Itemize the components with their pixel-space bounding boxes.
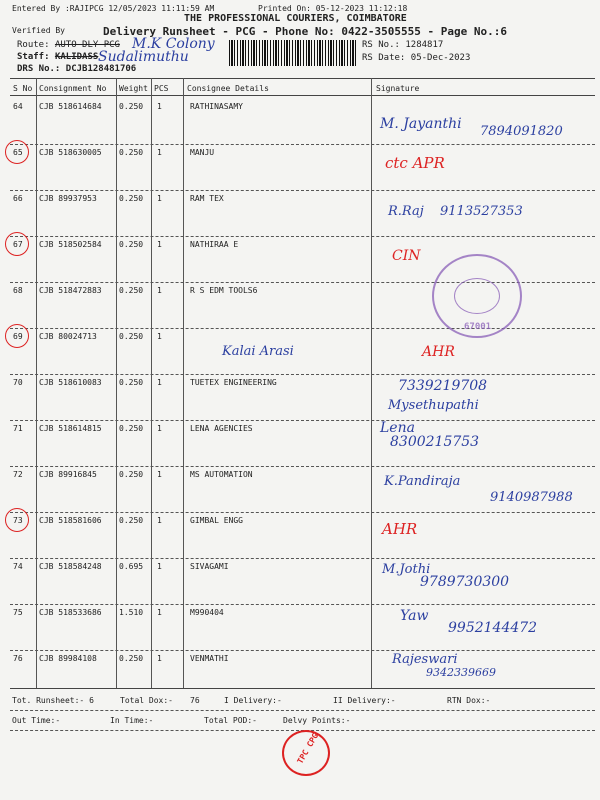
row-sno: 74 (13, 562, 23, 571)
row-signature: Kalai Arasi (222, 344, 294, 359)
row-sno: 65 (13, 148, 23, 157)
row-consignee: RAM TEX (190, 194, 224, 203)
company-name: THE PROFESSIONAL COURIERS, COIMBATORE (184, 13, 407, 24)
footer-rule (10, 710, 595, 711)
row-signature: Mysethupathi (388, 398, 479, 413)
row-signature-phone: 8300215753 (390, 434, 480, 450)
row-consignment: CJB 518610083 (39, 378, 102, 387)
row-pcs: 1 (157, 562, 162, 571)
row-consignee: MANJU (190, 148, 215, 157)
entered-by-line: Entered By :RAJIPCG 12/05/2023 11:11:59 AM (12, 4, 215, 13)
delvy-points: Delvy Points:- (283, 716, 351, 725)
row-signature-mark: AHR (422, 344, 455, 360)
table-row (0, 98, 600, 144)
table-top-rule (10, 78, 595, 79)
row-consignee: VENMATHI (190, 654, 229, 663)
row-signature: K.Pandiraja (384, 474, 461, 489)
table-row (0, 650, 600, 696)
row-pcs: 1 (157, 240, 162, 249)
row-signature: Lena (380, 420, 415, 436)
col-weight: Weight (119, 84, 148, 93)
row-pcs: 1 (157, 424, 162, 433)
row-consignment: CJB 80024713 (39, 332, 97, 341)
row-weight: 0.695 (119, 562, 144, 571)
row-weight: 0.250 (119, 240, 144, 249)
row-sno: 68 (13, 286, 23, 295)
row-consignee: RATHINASAMY (190, 102, 243, 111)
verified-by-label: Verified By (12, 26, 65, 35)
table-row (0, 144, 600, 190)
row-pcs: 1 (157, 194, 162, 203)
row-consignee: TUETEX ENGINEERING (190, 378, 277, 387)
route-label: Route: AUTO DLY PCG (17, 40, 120, 50)
row-weight: 1.510 (119, 608, 144, 617)
row-pcs: 1 (157, 608, 162, 617)
total-dox-label: Total Dox:- (120, 696, 173, 705)
row-pcs: 1 (157, 102, 162, 111)
row-signature-phone: 9952144472 (448, 620, 538, 636)
printed-on-line: Printed On: 05-12-2023 11:12:18 (258, 4, 408, 13)
row-signature-phone: 9342339669 (426, 666, 496, 679)
table-row (0, 190, 600, 236)
table-row (0, 466, 600, 512)
table-bottom-rule (10, 688, 595, 689)
row-weight: 0.250 (119, 516, 144, 525)
col-pcs: PCS (154, 84, 169, 93)
row-signature: M. Jayanthi (380, 116, 462, 132)
row-weight: 0.250 (119, 286, 144, 295)
row-sno: 73 (13, 516, 23, 525)
route-handwritten: M.K Colony (132, 36, 215, 52)
row-signature: Rajeswari (392, 652, 458, 667)
row-signature-phone: 7339219708 (398, 378, 488, 394)
row-consignee: R S EDM TOOLS6 (190, 286, 258, 295)
row-pcs: 1 (157, 332, 162, 341)
row-pcs: 1 (157, 148, 162, 157)
row-signature: ctc APR (385, 154, 445, 172)
row-weight: 0.250 (119, 102, 144, 111)
row-pcs: 1 (157, 286, 162, 295)
rs-date: RS Date: 05-Dec-2023 (362, 53, 471, 63)
table-row (0, 328, 600, 374)
col-signature: Signature (376, 84, 420, 93)
row-signature: AHR (382, 520, 418, 538)
row-signature-phone: 7894091820 (480, 124, 563, 139)
row-signature: Yaw (400, 608, 429, 624)
col-sno: S No (13, 84, 33, 93)
row-consignment: CJB 89984108 (39, 654, 97, 663)
staff-label: Staff: KALIDASS (17, 52, 99, 62)
row-weight: 0.250 (119, 654, 144, 663)
row-signature-phone: 9789730300 (420, 574, 510, 590)
table-row (0, 604, 600, 650)
company-seal-stamp (432, 254, 522, 338)
row-signature: CIN (392, 248, 421, 264)
runsheet-title: Delivery Runsheet - PCG - Phone No: 0422-3505555 - Page No.:6 (103, 25, 507, 38)
seal-inner-ring (454, 278, 500, 314)
total-pod: Total POD:- (204, 716, 257, 725)
rtn-dox: RTN Dox:- (447, 696, 491, 705)
row-consignee: NATHIRAA E (190, 240, 239, 249)
row-consignee: GIMBAL ENGG (190, 516, 243, 525)
row-sno: 67 (13, 240, 23, 249)
tpc-stamp (282, 730, 330, 776)
row-consignment: CJB 518533686 (39, 608, 102, 617)
row-weight: 0.250 (119, 194, 144, 203)
table-row (0, 512, 600, 558)
row-sno: 66 (13, 194, 23, 203)
row-weight: 0.250 (119, 378, 144, 387)
row-weight: 0.250 (119, 470, 144, 479)
row-consignment: CJB 518581606 (39, 516, 102, 525)
drs-number: DRS No.: DCJB128481706 (17, 64, 137, 74)
row-pcs: 1 (157, 470, 162, 479)
i-delivery: I Delivery:- (224, 696, 282, 705)
row-consignee: SIVAGAMI (190, 562, 229, 571)
in-time: In Time:- (110, 716, 154, 725)
col-consignment: Consignment No (39, 84, 107, 93)
row-consignment: CJB 518630005 (39, 148, 102, 157)
row-consignment: CJB 518614815 (39, 424, 102, 433)
row-sno: 64 (13, 102, 23, 111)
out-time: Out Time:- (12, 716, 61, 725)
row-consignee: M990404 (190, 608, 224, 617)
col-consignee: Consignee Details (187, 84, 269, 93)
table-header-rule (10, 95, 595, 96)
row-consignment: CJB 518472883 (39, 286, 102, 295)
row-sno: 71 (13, 424, 23, 433)
row-consignment: CJB 518502584 (39, 240, 102, 249)
row-sno: 75 (13, 608, 23, 617)
row-weight: 0.250 (119, 332, 144, 341)
tpc-stamp-text: TPC CPG (295, 731, 321, 766)
row-pcs: 1 (157, 654, 162, 663)
row-signature-phone: 9140987988 (490, 490, 573, 505)
row-signature: M.Jothi (382, 562, 431, 577)
row-sno: 69 (13, 332, 23, 341)
row-weight: 0.250 (119, 148, 144, 157)
row-pcs: 1 (157, 516, 162, 525)
row-sno: 76 (13, 654, 23, 663)
table-row (0, 420, 600, 466)
staff-handwritten: Sudalimuthu (98, 49, 189, 65)
ii-delivery: II Delivery:- (333, 696, 396, 705)
table-row (0, 374, 600, 420)
row-sno: 72 (13, 470, 23, 479)
row-consignment: CJB 518614684 (39, 102, 102, 111)
row-pcs: 1 (157, 378, 162, 387)
row-consignment: CJB 518584248 (39, 562, 102, 571)
row-sno: 70 (13, 378, 23, 387)
seal-text: 67001 (464, 322, 492, 332)
tot-runsheet: Tot. Runsheet:- 6 (12, 696, 94, 705)
table-row (0, 558, 600, 604)
row-signature-phone: 9113527353 (440, 204, 523, 219)
row-consignment: CJB 89937953 (39, 194, 97, 203)
total-dox-value: 76 (190, 696, 200, 705)
row-consignment: CJB 89916845 (39, 470, 97, 479)
row-consignee: LENA AGENCIES (190, 424, 253, 433)
row-consignee: MS AUTOMATION (190, 470, 253, 479)
rs-number: RS No.: 1284817 (362, 40, 444, 50)
barcode (229, 40, 357, 66)
row-weight: 0.250 (119, 424, 144, 433)
row-signature: R.Raj (388, 204, 424, 219)
